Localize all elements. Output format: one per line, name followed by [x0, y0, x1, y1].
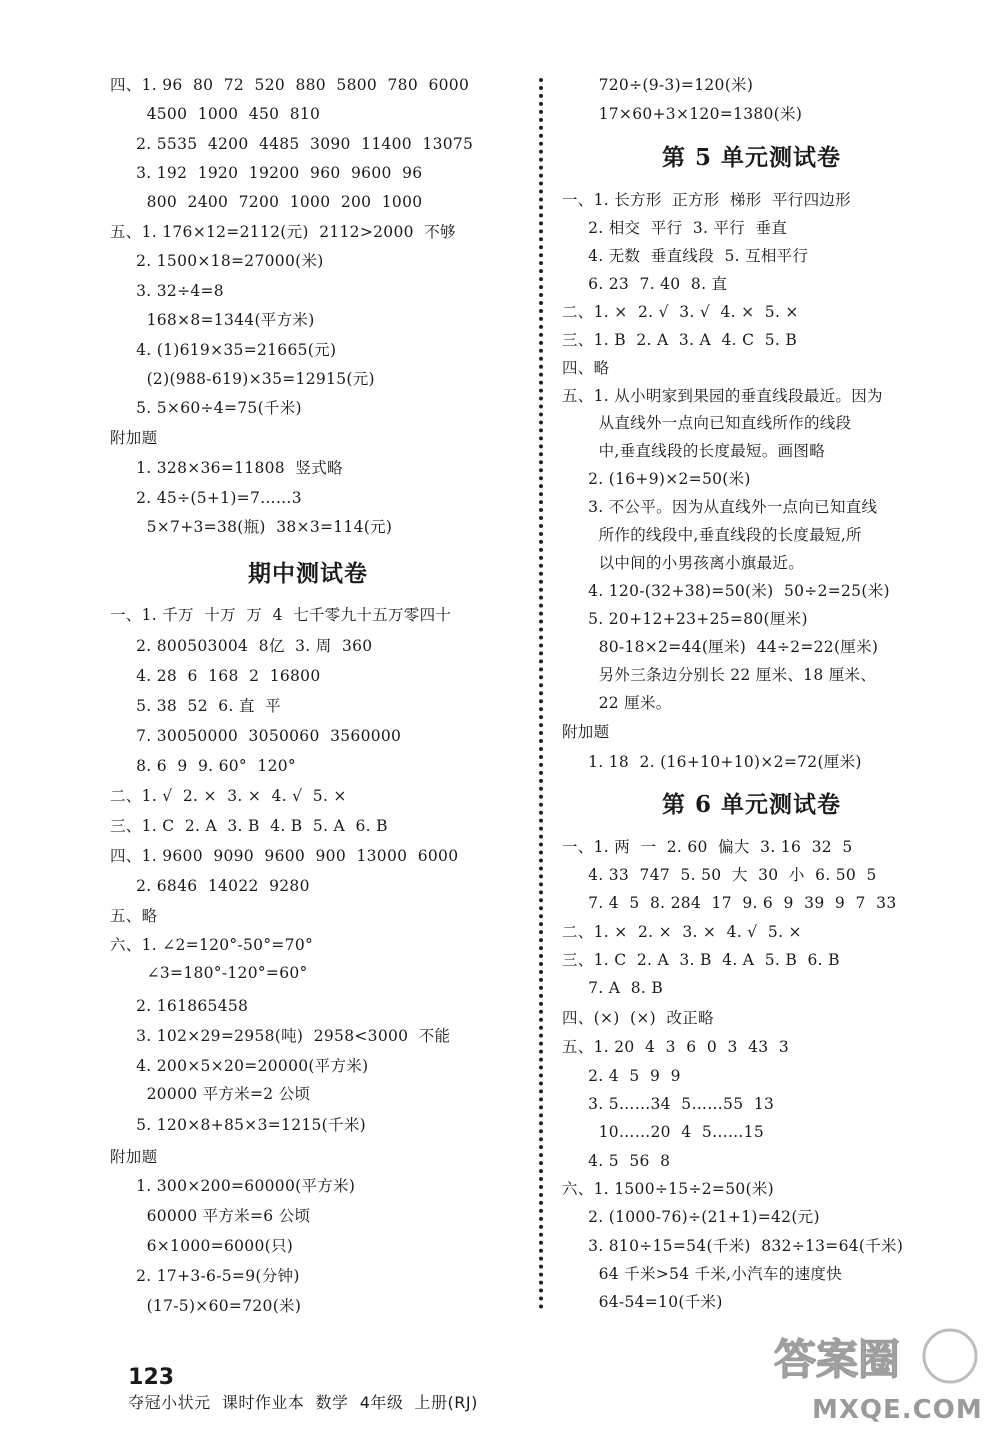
answer-line: 五、略 [110, 907, 158, 925]
answer-line: 2. 161865458 [110, 997, 249, 1015]
answer-line: 7. 4 5 8. 284 17 9. 6 9 39 9 7 33 [562, 894, 897, 912]
answer-line: 20000 平方米=2 公顷 [110, 1085, 311, 1103]
answer-line: 附加题 [562, 723, 610, 741]
answer-line: 2. 800503004 8亿 3. 周 360 [110, 637, 373, 655]
answer-line: 10……20 4 5……15 [562, 1123, 764, 1141]
answer-line: 1. 18 2. (16+10+10)×2=72(厘米) [562, 753, 862, 771]
answer-line: 4500 1000 450 810 [110, 105, 321, 123]
answer-line: 三、1. B 2. A 3. A 4. C 5. B [562, 331, 798, 349]
answer-line: 六、1. 1500÷15÷2=50(米) [562, 1180, 775, 1198]
answer-line: 3. 5……34 5……55 13 [562, 1095, 775, 1113]
answer-line: 3. 102×29=2958(吨) 2958<3000 不能 [110, 1027, 451, 1045]
answer-line: 一、1. 长方形 正方形 梯形 平行四边形 [562, 191, 851, 209]
answer-line: 二、1. × 2. √ 3. √ 4. × 5. × [562, 303, 799, 321]
answer-line: 7. 30050000 3050060 3560000 [110, 727, 402, 745]
answer-line: 所作的线段中,垂直线段的长度最短,所 [562, 526, 862, 544]
answer-line: 2. (1000-76)÷(21+1)=42(元) [562, 1208, 820, 1226]
answer-line: 二、1. √ 2. × 3. × 4. √ 5. × [110, 787, 347, 805]
answer-line: 4. 无数 垂直线段 5. 互相平行 [562, 247, 809, 265]
answer-line: 五、1. 20 4 3 6 0 3 43 3 [562, 1038, 790, 1056]
answer-line: 2. (16+9)×2=50(米) [562, 470, 751, 488]
answer-line: 60000 平方米=6 公顷 [110, 1207, 311, 1225]
answer-line: (17-5)×60=720(米) [110, 1297, 302, 1315]
answer-line: 四、1. 9600 9090 9600 900 13000 6000 [110, 847, 459, 865]
answer-line: 四、(×) (×) 改正略 [562, 1009, 714, 1027]
answer-line: 3. 不公平。因为从直线外一点向已知直线 [562, 498, 878, 516]
answer-line: 5. 120×8+85×3=1215(千米) [110, 1116, 366, 1134]
answer-line: 六、1. ∠2=120°-50°=70° [110, 936, 314, 954]
watermark-url: MXQE.COM [812, 1395, 983, 1425]
answer-line: 三、1. C 2. A 3. B 4. A 5. B 6. B [562, 951, 840, 969]
answer-line: 4. 200×5×20=20000(平方米) [110, 1057, 369, 1075]
answer-line: 1. 300×200=60000(平方米) [110, 1177, 356, 1195]
answer-line: 2. 6846 14022 9280 [110, 877, 310, 895]
answer-line: 一、1. 千万 十万 万 4 七千零九十五万零四十 [110, 606, 452, 624]
answer-line: 另外三条边分别长 22 厘米、18 厘米、 [562, 666, 877, 684]
answer-line: 2. 相交 平行 3. 平行 垂直 [562, 219, 788, 237]
section-heading: 第 5 单元测试卷 [662, 144, 842, 171]
answer-line: 17×60+3×120=1380(米) [562, 105, 803, 123]
answer-line: 从直线外一点向已知直线所作的线段 [562, 414, 852, 432]
answer-line: 64-54=10(千米) [562, 1293, 723, 1311]
answer-line: 720÷(9-3)=120(米) [562, 76, 754, 94]
answer-line: 五、1. 176×12=2112(元) 2112>2000 不够 [110, 223, 456, 241]
answer-line: 5. 5×60÷4=75(千米) [110, 399, 302, 417]
answer-line: 4. 5 56 8 [562, 1152, 671, 1170]
answer-line: 5. 38 52 6. 直 平 [110, 697, 281, 715]
page-number: 123 [128, 1365, 175, 1390]
answer-line: 6. 23 7. 40 8. 直 [562, 275, 728, 293]
answer-line: 附加题 [110, 1148, 158, 1166]
answer-line: 五、1. 从小明家到果园的垂直线段最近。因为 [562, 387, 883, 405]
answer-line: 64 千米>54 千米,小汽车的速度快 [562, 1265, 843, 1283]
book-title: 夺冠小状元 课时作业本 数学 4年级 上册(RJ) [128, 1393, 478, 1412]
answer-line: 3. 810÷15=54(千米) 832÷13=64(千米) [562, 1237, 904, 1255]
answer-line: (2)(988-619)×35=12915(元) [110, 370, 375, 388]
watermark-logo-text: 答案圈 [774, 1335, 901, 1384]
answer-line: 1. 328×36=11808 竖式略 [110, 459, 343, 477]
answer-line: 3. 32÷4=8 [110, 282, 224, 300]
section-heading: 第 6 单元测试卷 [662, 791, 842, 818]
answer-line: 2. 4 5 9 9 [562, 1067, 681, 1085]
answer-line: 5. 20+12+23+25=80(厘米) [562, 610, 808, 628]
answer-line: 2. 17+3-6-5=9(分钟) [110, 1267, 300, 1285]
answer-line: 2. 1500×18=27000(米) [110, 252, 324, 270]
answer-line: 7. A 8. B [562, 979, 664, 997]
answer-line: 22 厘米。 [562, 694, 672, 712]
answer-line: 中,垂直线段的长度最短。画图略 [562, 442, 826, 460]
answer-line: 一、1. 两 一 2. 60 偏大 3. 16 32 5 [562, 838, 853, 856]
answer-line: 附加题 [110, 429, 158, 447]
answer-line: 2. 5535 4200 4485 3090 11400 13075 [110, 135, 474, 153]
answer-line: 800 2400 7200 1000 200 1000 [110, 193, 423, 211]
answer-line: 3. 192 1920 19200 960 9600 96 [110, 164, 423, 182]
answer-line: 6×1000=6000(只) [110, 1237, 294, 1255]
answer-line: 4. 28 6 168 2 16800 [110, 667, 321, 685]
answer-line: 80-18×2=44(厘米) 44÷2=22(厘米) [562, 638, 879, 656]
answer-line: 5×7+3=38(瓶) 38×3=114(元) [110, 518, 393, 536]
answer-line: 168×8=1344(平方米) [110, 311, 315, 329]
answer-line: 四、1. 96 80 72 520 880 5800 780 6000 [110, 76, 470, 94]
answer-line: 4. 120-(32+38)=50(米) 50÷2=25(米) [562, 582, 890, 600]
answer-line: 4. (1)619×35=21665(元) [110, 341, 337, 359]
page-footer [118, 1346, 478, 1413]
answer-line: ∠3=180°-120°=60° [110, 964, 308, 982]
answer-line: 二、1. × 2. × 3. × 4. √ 5. × [562, 923, 802, 941]
section-heading: 期中测试卷 [248, 560, 368, 587]
column-divider [539, 78, 543, 1310]
answer-line: 四、略 [562, 359, 610, 377]
answer-line: 8. 6 9 9. 60° 120° [110, 757, 296, 775]
answer-line: 2. 45÷(5+1)=7……3 [110, 489, 302, 507]
answer-line: 以中间的小男孩离小旗最近。 [562, 554, 804, 572]
answer-line: 4. 33 747 5. 50 大 30 小 6. 50 5 [562, 866, 877, 884]
answer-line: 三、1. C 2. A 3. B 4. B 5. A 6. B [110, 817, 388, 835]
